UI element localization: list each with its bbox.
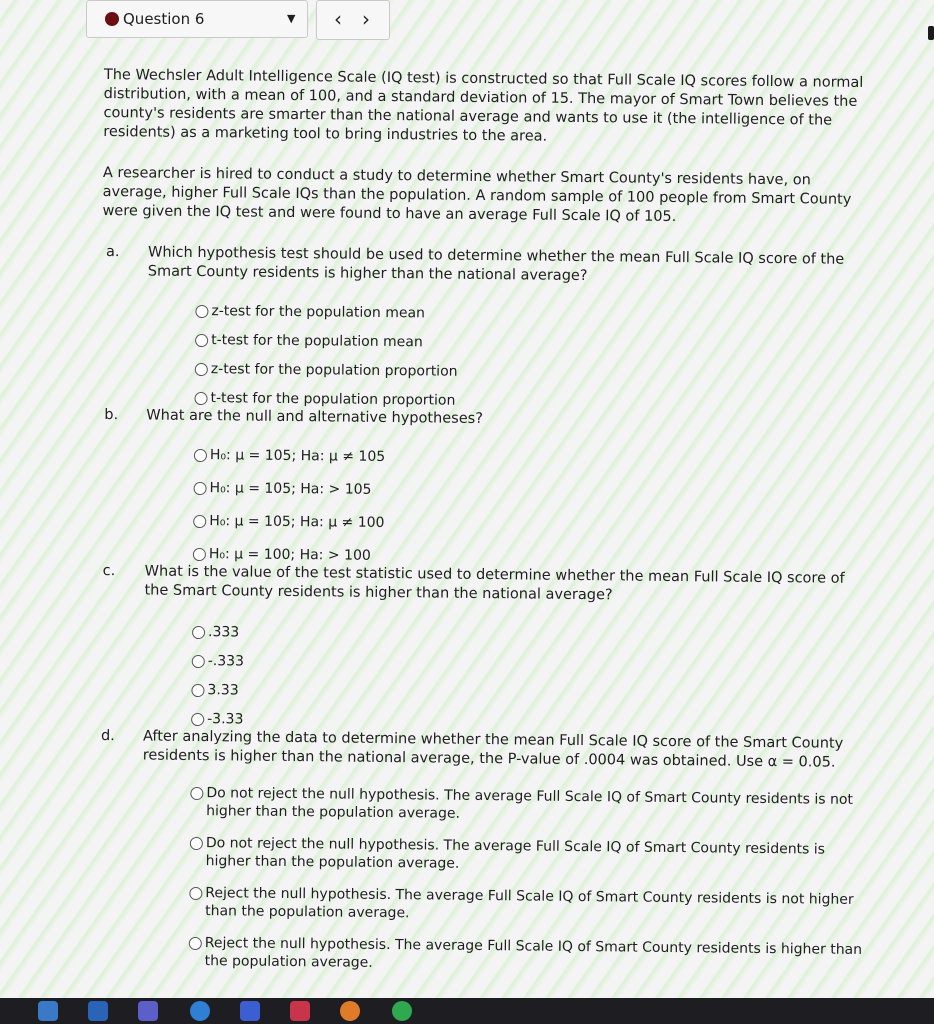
option-d-2[interactable]: [190, 834, 864, 877]
app-icon[interactable]: [392, 1001, 412, 1021]
teams-icon[interactable]: [138, 1001, 158, 1021]
option-label: t-test for the population proportion: [210, 390, 456, 409]
intro-paragraph-2: A researcher is hired to conduct a study to determine whether Smart County's residents have, on average, higher Full Scale IQs than the population. A random sample of 100 people from Smart County were given the IQ test and were found to have an average Full Scale IQ of 105.: [102, 164, 852, 226]
subquestion-text: What are the null and alternative hypotheses?: [146, 407, 484, 427]
option-d-3[interactable]: [189, 884, 863, 927]
option-a-1[interactable]: [195, 302, 869, 327]
subquestion-a: [105, 243, 870, 414]
option-label: H₀: μ = 105; Ha: > 105: [209, 480, 372, 498]
option-c-2[interactable]: [192, 652, 866, 677]
radio-icon[interactable]: [189, 937, 202, 950]
radio-icon[interactable]: [192, 655, 205, 668]
app-icon[interactable]: [340, 1001, 360, 1021]
window-edge: [928, 26, 934, 40]
radio-icon[interactable]: [189, 887, 202, 900]
subquestion-letter: a.: [105, 244, 120, 261]
subquestion-letter: d.: [100, 728, 115, 745]
option-label: t-test for the population mean: [211, 332, 423, 351]
os-taskbar: [0, 998, 934, 1024]
subquestion-b: [104, 406, 869, 570]
radio-icon[interactable]: [193, 515, 206, 528]
answer-options: [194, 302, 869, 414]
question-nav-bar: [86, 0, 934, 40]
option-c-1[interactable]: [192, 623, 866, 648]
option-label: 3.33: [207, 682, 239, 699]
subquestion-text: After analyzing the data to determine whether the mean Full Scale IQ score of the Smart County residents is higher than the national average, the P-value of .0004 was obtained. Use α = 0.05.: [142, 728, 844, 771]
radio-icon[interactable]: [194, 392, 207, 405]
option-b-2[interactable]: [193, 479, 867, 504]
radio-icon[interactable]: [194, 482, 207, 495]
radio-icon[interactable]: [195, 334, 208, 347]
question-content: [95, 66, 872, 977]
option-label: H₀: μ = 100; Ha: > 100: [208, 546, 371, 564]
radio-icon[interactable]: [191, 713, 204, 726]
answer-options: [189, 784, 865, 977]
question-status-dot: [105, 12, 119, 26]
answer-options: [191, 623, 866, 735]
option-d-1[interactable]: [190, 784, 864, 827]
subquestion-letter: c.: [102, 563, 116, 580]
subquestion-prompt: [102, 562, 866, 608]
option-label: H₀: μ = 105; Ha: μ ≠ 105: [209, 447, 386, 465]
option-label: H₀: μ = 105; Ha: μ ≠ 100: [209, 513, 385, 531]
option-c-3[interactable]: [191, 681, 865, 706]
question-pager: [316, 0, 390, 40]
option-label: Reject the null hypothesis. The average Full Scale IQ of Smart County residents is not higher than the population average.: [205, 885, 854, 922]
app-icon[interactable]: [290, 1001, 310, 1021]
radio-icon[interactable]: [191, 684, 204, 697]
option-label: Do not reject the null hypothesis. The average Full Scale IQ of Smart County residents is not higher than the population average.: [206, 785, 854, 822]
radio-icon[interactable]: [195, 363, 208, 376]
option-a-2[interactable]: [195, 331, 869, 356]
option-label: -3.33: [207, 711, 244, 728]
next-question-button[interactable]: ›: [362, 7, 370, 31]
edge-icon[interactable]: [190, 1001, 210, 1021]
option-label: -.333: [207, 653, 245, 670]
radio-icon[interactable]: [190, 787, 203, 800]
option-label: z-test for the population mean: [211, 303, 426, 322]
subquestion-prompt: [105, 243, 870, 289]
radio-icon[interactable]: [193, 548, 206, 561]
file-explorer-icon[interactable]: [38, 1001, 58, 1021]
option-label: Do not reject the null hypothesis. The average Full Scale IQ of Smart County residents is higher than the population average.: [205, 835, 826, 872]
radio-icon[interactable]: [190, 837, 203, 850]
intro-paragraph-1: The Wechsler Adult Intelligence Scale (IQ test) is constructed so that Full Scale IQ scores follow a normal distribution, with a mean of 100, and a standard deviation of 15. The mayor of Smart Town believes the county's residents are smarter than the national average and wants to use it (the intelligence of the residents) as a marketing tool to bring industries to the area.: [103, 66, 864, 145]
radio-icon[interactable]: [194, 449, 207, 462]
previous-question-button[interactable]: ‹: [334, 7, 342, 31]
option-b-1[interactable]: [194, 446, 868, 471]
app-icon[interactable]: [240, 1001, 260, 1021]
option-label: z-test for the population proportion: [210, 361, 458, 380]
option-label: .333: [207, 624, 240, 641]
question-label: Question 6: [123, 10, 205, 28]
subquestion-d: [100, 727, 865, 977]
question-dropdown[interactable]: [86, 0, 308, 38]
subquestion-c: [102, 562, 867, 735]
option-d-4[interactable]: [189, 934, 863, 977]
subquestion-text: What is the value of the test statistic used to determine whether the mean Full Scale IQ score of the Smart County residents is higher than the national average?: [144, 563, 845, 604]
subquestion-prompt: [100, 727, 865, 773]
option-a-3[interactable]: [195, 360, 869, 385]
radio-icon[interactable]: [195, 305, 208, 318]
radio-icon[interactable]: [192, 626, 205, 639]
subquestion-text: Which hypothesis test should be used to determine whether the mean Full Scale IQ score of the Smart County residents is higher than the national average?: [147, 244, 845, 285]
chevron-down-icon: ▼: [287, 12, 296, 25]
subquestion-letter: b.: [104, 407, 119, 424]
option-label: Reject the null hypothesis. The average Full Scale IQ of Smart County residents is higher than the population average.: [204, 935, 863, 971]
outlook-icon[interactable]: [88, 1001, 108, 1021]
option-b-3[interactable]: [193, 512, 867, 537]
answer-options: [193, 446, 868, 570]
